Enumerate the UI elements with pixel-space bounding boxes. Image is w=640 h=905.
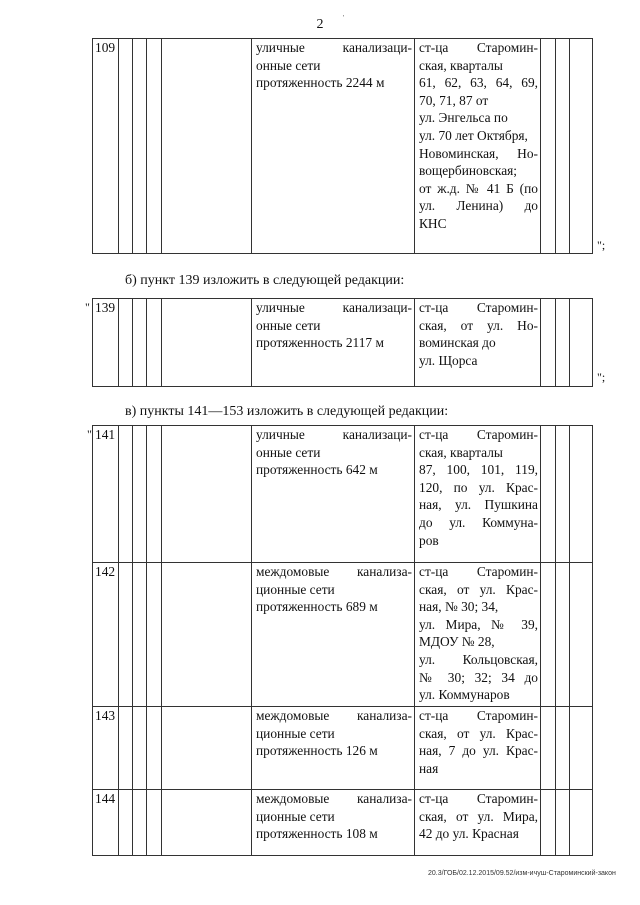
table-rows-141-144: [92, 425, 593, 856]
object-description: междомовые канализа- ционные сети протяженность 126 м: [252, 707, 415, 790]
section-c-heading: в) пункты 141—153 изложить в следующей редакции:: [125, 404, 449, 419]
object-address: ст-ца Старомин- ская, от ул. Крас- ная, 7 до ул. Крас- ная: [415, 707, 541, 790]
row-number: 144: [93, 790, 119, 856]
row-number: 139: [93, 299, 119, 387]
table-row: [93, 707, 593, 790]
object-address: ст-ца Старомин- ская, от ул. Но- воминская до ул. Щорса: [415, 299, 541, 387]
row-number: 141: [93, 426, 119, 563]
object-description: уличные канализаци- онные сети протяженность 2117 м: [252, 299, 415, 387]
table-row-109: [92, 38, 593, 254]
opening-quote: ": [87, 427, 92, 441]
object-address: ст-ца Старомин- ская, от ул. Мира, 42 до ул. Красная: [415, 790, 541, 856]
document-footer: 20.3/ГОБ/02.12.2015/09.52/изм-ичуш-Староминский-закон: [428, 870, 616, 877]
opening-quote: ": [85, 300, 90, 314]
object-description: уличные канализаци- онные сети протяженность 2244 м: [252, 39, 415, 254]
object-address: ст-ца Старомин- ская, кварталы 61, 62, 63, 64, 69, 70, 71, 87 от ул. Энгельса по ул. 70 лет Октября, Новоминская, Но- вощербиновская; от ж.д. № 41 Б (по ул. Ленина) до КНС: [415, 39, 541, 254]
object-description: междомовые канализа- ционные сети протяженность 689 м: [252, 563, 415, 707]
object-description: междомовые канализа- ционные сети протяженность 108 м: [252, 790, 415, 856]
page-number: 2: [316, 17, 324, 32]
object-address: ст-ца Старомин- ская, от ул. Крас- ная, № 30; 34, ул. Мира, № 39, МДОУ № 28, ул. Кольцовская, № 30; 32; 34 до ул. Коммунаров: [415, 563, 541, 707]
table-row: [93, 790, 593, 856]
row-number: 143: [93, 707, 119, 790]
table-row: [93, 426, 593, 563]
object-description: уличные канализаци- онные сети протяженность 642 м: [252, 426, 415, 563]
closing-quote: ";: [597, 238, 606, 252]
section-b-heading: б) пункт 139 изложить в следующей редакции:: [125, 273, 405, 288]
row-number: 109: [93, 39, 119, 254]
page-mark: ': [343, 14, 345, 22]
table-row: [93, 563, 593, 707]
row-number: 142: [93, 563, 119, 707]
table-row-139: [92, 298, 593, 387]
object-address: ст-ца Старомин- ская, кварталы 87, 100, 101, 119, 120, по ул. Крас- ная, ул. Пушкина до ул. Коммуна- ров: [415, 426, 541, 563]
closing-quote: ";: [597, 370, 606, 384]
